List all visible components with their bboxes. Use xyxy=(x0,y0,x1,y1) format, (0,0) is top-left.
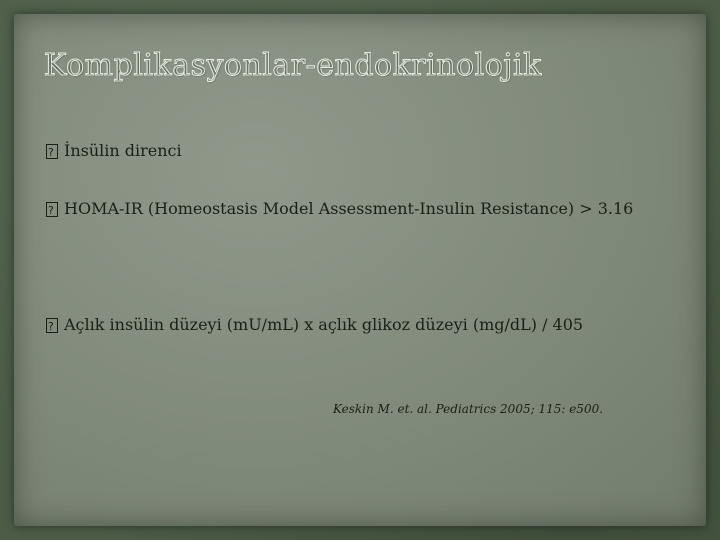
bullet-text: İnsülin direnci xyxy=(64,141,182,160)
bullet-item-insulin-resistance xyxy=(46,140,182,162)
bullet-text: HOMA-IR (Homeostasis Model Assessment-Insulin Resistance) > 3.16 xyxy=(64,199,634,218)
square-bullet-icon xyxy=(46,318,58,333)
slide-panel xyxy=(14,14,706,526)
slide-title: Komplikasyonlar-endokrinolojik xyxy=(44,48,542,83)
square-bullet-icon xyxy=(46,144,58,159)
bullet-item-homa-ir xyxy=(46,198,666,220)
citation: Keskin M. et. al. Pediatrics 2005; 115: e500. xyxy=(333,402,604,416)
square-bullet-icon xyxy=(46,202,58,217)
bullet-item-formula xyxy=(46,314,583,336)
bullet-text: Açlık insülin düzeyi (mU/mL) x açlık glikoz düzeyi (mg/dL) / 405 xyxy=(64,315,584,334)
